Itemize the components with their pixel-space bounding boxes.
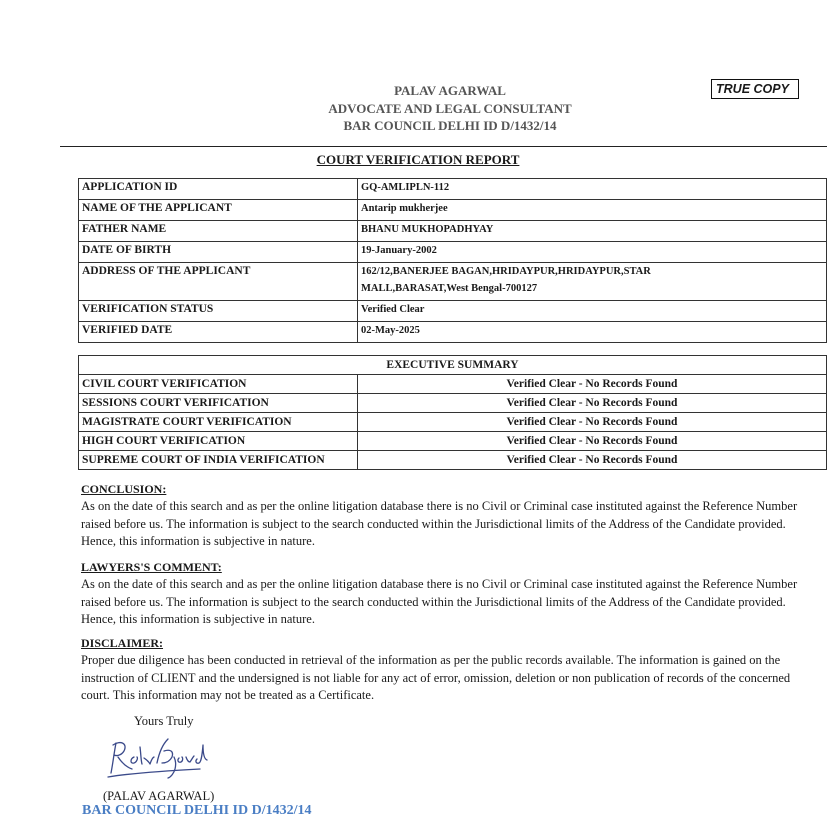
lawyers-comment-text: As on the date of this search and as per the online litigation database there is no Civil or Criminal case instituted against the Reference Number raised before us. The information is subject to the search conducted within the Jurisdictional limits of the Address of the Candidate provided. Hence, this information is subjective in nature. xyxy=(81,577,798,626)
detail-value: Antarip mukherjee xyxy=(358,200,827,221)
advocate-bar-id: BAR COUNCIL DELHI ID D/1432/14 xyxy=(343,118,557,133)
summary-result: Verified Clear - No Records Found xyxy=(358,375,827,394)
detail-value: 19-January-2002 xyxy=(358,242,827,263)
detail-value xyxy=(358,263,827,301)
table-row xyxy=(79,394,827,413)
executive-summary-table xyxy=(78,355,827,470)
summary-label: MAGISTRATE COURT VERIFICATION xyxy=(79,413,358,432)
summary-heading: EXECUTIVE SUMMARY xyxy=(79,356,827,375)
signer-name: (PALAV AGARWAL) xyxy=(103,789,215,803)
summary-label: SUPREME COURT OF INDIA VERIFICATION xyxy=(79,451,358,470)
conclusion-heading: CONCLUSION: xyxy=(81,482,167,496)
detail-value: 02-May-2025 xyxy=(358,322,827,343)
address-line-1: 162/12,BANERJEE BAGAN,HRIDAYPUR,HRIDAYPUR,STAR xyxy=(361,266,651,277)
handwritten-signature xyxy=(104,733,214,781)
detail-label: VERIFICATION STATUS xyxy=(79,301,358,322)
table-row xyxy=(79,413,827,432)
detail-label: VERIFIED DATE xyxy=(79,322,358,343)
summary-label: CIVIL COURT VERIFICATION xyxy=(79,375,358,394)
table-row xyxy=(79,375,827,394)
letterhead xyxy=(230,82,670,135)
summary-result: Verified Clear - No Records Found xyxy=(358,432,827,451)
disclaimer-text: Proper due diligence has been conducted in retrieval of the information as per the public records available. The information is gained on the instruction of CLIENT and the undersigned is not liable for any act of error, omission, deletion or non publication of records of the concerned court. This information may not be treated as a Certificate. xyxy=(81,653,791,702)
true-copy-stamp: TRUE COPY xyxy=(711,79,799,99)
summary-result: Verified Clear - No Records Found xyxy=(358,451,827,470)
detail-label: APPLICATION ID xyxy=(79,179,358,200)
lawyers-comment-heading: LAWYERS'S COMMENT: xyxy=(81,560,222,574)
table-row xyxy=(79,200,827,221)
detail-value: GQ-AMLIPLN-112 xyxy=(358,179,827,200)
table-row xyxy=(79,221,827,242)
lawyers-comment-section xyxy=(81,559,821,628)
table-row xyxy=(79,179,827,200)
summary-result: Verified Clear - No Records Found xyxy=(358,413,827,432)
detail-value: Verified Clear xyxy=(358,301,827,322)
summary-result: Verified Clear - No Records Found xyxy=(358,394,827,413)
table-row xyxy=(79,301,827,322)
signer-bar-id: BAR COUNCIL DELHI ID D/1432/14 xyxy=(82,803,312,818)
detail-value: BHANU MUKHOPADHYAY xyxy=(358,221,827,242)
detail-label: NAME OF THE APPLICANT xyxy=(79,200,358,221)
detail-label: DATE OF BIRTH xyxy=(79,242,358,263)
disclaimer-section xyxy=(81,635,821,704)
summary-label: HIGH COURT VERIFICATION xyxy=(79,432,358,451)
closing-salutation: Yours Truly xyxy=(134,714,194,728)
detail-label: ADDRESS OF THE APPLICANT xyxy=(79,263,358,301)
table-row xyxy=(79,263,827,301)
details-table xyxy=(78,178,827,343)
conclusion-text: As on the date of this search and as per the online litigation database there is no Civil or Criminal case instituted against the Reference Number raised before us. The information is subject to the search conducted within the Jurisdictional limits of the Address of the Candidate provided. Hence, this information is subjective in nature. xyxy=(81,499,798,548)
disclaimer-heading: DISCLAIMER: xyxy=(81,636,164,650)
table-row xyxy=(79,356,827,375)
table-row xyxy=(79,242,827,263)
detail-label: FATHER NAME xyxy=(79,221,358,242)
address-line-2: MALL,BARASAT,West Bengal-700127 xyxy=(361,283,538,294)
conclusion-section xyxy=(81,481,821,550)
header-divider xyxy=(60,146,827,147)
advocate-role: ADVOCATE AND LEGAL CONSULTANT xyxy=(328,100,572,116)
table-row xyxy=(79,322,827,343)
summary-label: SESSIONS COURT VERIFICATION xyxy=(79,394,358,413)
table-row xyxy=(79,432,827,451)
report-title: COURT VERIFICATION REPORT xyxy=(316,152,520,167)
table-row xyxy=(79,451,827,470)
advocate-name: PALAV AGARWAL xyxy=(394,83,506,98)
